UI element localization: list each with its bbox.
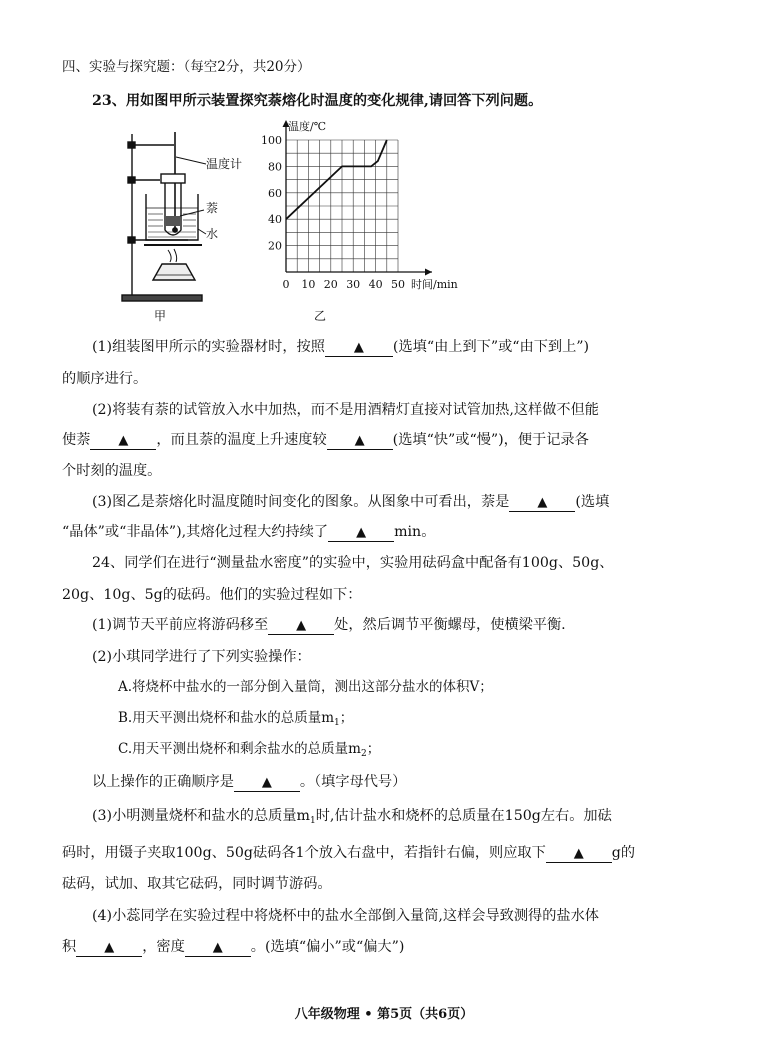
q23-p3-blank1[interactable] — [509, 494, 575, 512]
q23-p3-text-b1: “晶体”或“非晶体”),其熔化过程大约持续了 — [62, 524, 329, 540]
label-thermometer: 温度计 — [206, 157, 243, 171]
q24-p1-text-a: (1)调节天平前应将游码移至 — [92, 617, 269, 633]
q23-p2-text-b3: (选填“快”或“慢”)，便于记录各 — [392, 432, 589, 448]
q24-p2-step-c — [118, 739, 380, 764]
temperature-chart — [261, 119, 458, 291]
step-b-text: B.用天平测出烧杯和盐水的总质量m — [118, 710, 335, 726]
q23-p2-blank2[interactable] — [327, 432, 393, 450]
q23-p3-line1 — [92, 492, 609, 512]
q23-p1-text-b: (选填“由上到下”或“由下到上”) — [392, 339, 590, 355]
q24-p4-blank2[interactable] — [185, 939, 251, 957]
x-tick-label: 40 — [368, 278, 383, 291]
q23-p2-line3: 个时刻的温度。 — [62, 463, 162, 479]
q24-p3-subscript: 1 — [310, 816, 316, 826]
answer-mark-icon: ▲ — [353, 340, 364, 355]
q24-p1-blank[interactable] — [268, 617, 334, 635]
q23-p2-text-b2: ，而且萘的温度上升速度较 — [156, 432, 327, 448]
q24-p3-text-a1: (3)小明测量烧杯和盐水的总质量m — [92, 808, 310, 824]
q23-p2-text-b1: 使萘 — [62, 432, 91, 448]
order-text-a: 以上操作的正确顺序是 — [92, 774, 234, 790]
q23-p2-line1: (2)将装有萘的试管放入水中加热，而不是用酒精灯直接对试管加热,这样做不但能 — [92, 402, 599, 418]
step-b-end: ； — [339, 710, 354, 726]
q24-p4-text-b2: ，密度 — [142, 939, 185, 955]
answer-mark-icon: ▲ — [537, 495, 548, 510]
y-tick-label: 20 — [268, 239, 282, 253]
q24-p4-line2 — [62, 937, 404, 957]
q23-p2-blank1[interactable] — [90, 432, 156, 450]
q23-p1-blank[interactable] — [325, 339, 393, 357]
y-axis-label: 温度/℃ — [288, 120, 327, 133]
upper-clamp-knob — [128, 142, 135, 148]
answer-mark-icon: ▲ — [356, 525, 367, 540]
step-c-text: C.用天平测出烧杯和剩余盐水的总质量m — [118, 741, 361, 757]
label-water: 水 — [206, 227, 219, 241]
q24-p2-step-b — [118, 708, 353, 733]
q24-p1-text-b: 处，然后调节平衡螺母，使横梁平衡. — [334, 617, 566, 633]
naphthalene-fill — [166, 216, 180, 226]
q24-stem-line1: 24、同学们在进行“测量盐水密度”的实验中，实验用砝码盒中配备有100g、50g、 — [92, 555, 614, 571]
q24-p4-text-b3: 。(选填“偏小”或“偏大”) — [250, 939, 405, 955]
thermometer-bulb — [173, 228, 177, 232]
q24-p3-blank[interactable] — [546, 845, 612, 863]
step-c-end: ； — [366, 741, 381, 757]
answer-mark-icon: ▲ — [296, 618, 307, 633]
label-jia: 甲 — [154, 309, 167, 323]
q24-p2-title: (2)小琪同学进行了下列实验操作： — [92, 649, 311, 665]
section-title: 四、实验与探究题：（每空2分，共20分） — [62, 59, 311, 75]
q24-p3-line3: 砝码，试加、取其它砝码，同时调节游码。 — [62, 876, 332, 892]
step-b-subscript: 1 — [334, 718, 340, 728]
thermometer-leader — [176, 157, 206, 164]
alcohol-lamp-icon — [153, 264, 195, 280]
q24-p2-step-a: A.将烧杯中盐水的一部分倒入量筒，测出这部分盐水的体积V； — [118, 679, 493, 695]
q24-p3-text-b1: 码时，用镊子夹取100g、50g砝码各1个放入右盘中，若指针右偏，则应取下 — [62, 845, 546, 861]
q24-p3-line2 — [62, 843, 635, 863]
q24-p3-text-b2: g的 — [611, 845, 636, 861]
x-tick-label: 20 — [323, 278, 338, 291]
answer-mark-icon: ▲ — [104, 940, 115, 955]
x-tick-label: 10 — [301, 278, 316, 291]
q23-p1-text-a: (1)组装图甲所示的实验器材时，按照 — [92, 339, 325, 355]
q24-p3-line1 — [92, 806, 612, 831]
q24-stem-line2: 20g、10g、5g的砝码。他们的实验过程如下： — [62, 587, 362, 603]
q23-p2-line2 — [62, 430, 589, 450]
page-footer: 八年级物理 • 第5页（共6页） — [294, 1007, 474, 1022]
x-tick-label: 50 — [391, 278, 405, 291]
q24-p1 — [92, 615, 566, 635]
figure-svg — [118, 112, 478, 327]
q23-p3-line2 — [62, 522, 435, 542]
naphthalene-leader — [180, 210, 204, 216]
test-tube-icon — [165, 183, 181, 235]
x-axis-label: 时间/min — [411, 278, 458, 291]
q23-p3-text-a2: (选填 — [575, 494, 610, 510]
y-tick-label: 60 — [268, 186, 282, 200]
y-tick-label: 40 — [268, 213, 282, 227]
x-tick-label: 30 — [346, 278, 361, 291]
stopper — [161, 174, 185, 183]
answer-mark-icon: ▲ — [354, 433, 365, 448]
q23-p1-line2: 的顺序进行。 — [62, 371, 148, 387]
flame-icon — [168, 249, 177, 262]
tube-clamp-knob — [128, 177, 135, 183]
answer-mark-icon: ▲ — [573, 846, 584, 861]
y-tick-label: 100 — [261, 134, 282, 147]
q23-figure — [118, 112, 478, 327]
answer-mark-icon: ▲ — [261, 775, 272, 790]
ring-knob — [128, 237, 135, 243]
x-axis-arrow-icon — [425, 269, 432, 276]
apparatus-jia — [122, 132, 206, 301]
q23-p3-blank2[interactable] — [328, 524, 394, 542]
q24-p4-line1: (4)小蕊同学在实验过程中将烧杯中的盐水全部倒入量筒,这样会导致测得的盐水体 — [92, 908, 599, 924]
answer-mark-icon: ▲ — [118, 433, 129, 448]
answer-mark-icon: ▲ — [212, 940, 223, 955]
stand-base — [122, 295, 202, 301]
x-tick-label: 0 — [282, 278, 290, 291]
q24-p2-order — [92, 772, 406, 792]
step-c-subscript: 2 — [360, 749, 367, 759]
q24-p4-blank1[interactable] — [76, 939, 142, 957]
q24-p4-text-b1: 积 — [62, 939, 77, 955]
q23-p1-line1 — [92, 337, 589, 357]
q24-p3-text-a2: 时,估计盐水和烧杯的总质量在150g左右。加砝 — [315, 808, 612, 824]
order-text-b: 。（填字母代号） — [299, 774, 407, 790]
label-naphthalene: 萘 — [206, 201, 219, 215]
water-leader — [198, 229, 206, 234]
q23-stem: 23、用如图甲所示装置探究萘熔化时温度的变化规律,请回答下列问题。 — [92, 93, 543, 109]
q23-p3-text-a1: (3)图乙是萘熔化时温度随时间变化的图象。从图象中可看出，萘是 — [92, 494, 510, 510]
q24-p2-blank[interactable] — [234, 774, 300, 792]
label-yi: 乙 — [314, 309, 327, 323]
y-tick-label: 80 — [268, 160, 282, 174]
q23-p3-text-b2: min。 — [394, 524, 436, 540]
